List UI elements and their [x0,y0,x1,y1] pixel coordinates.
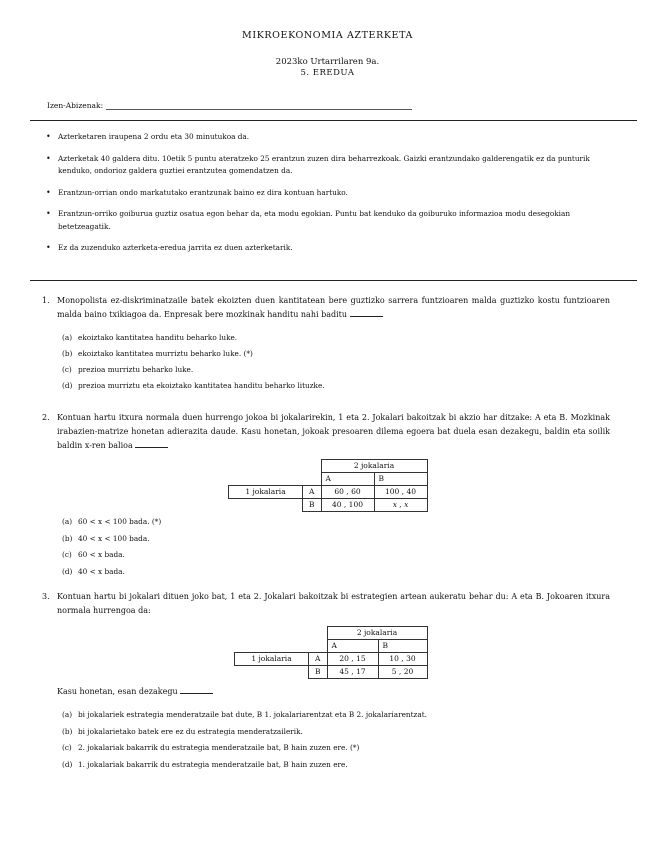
options-list [62,330,610,394]
payoff-cell: 5 , 20 [378,666,427,679]
divider-bottom [30,280,637,281]
options-list [62,707,610,773]
col-header: B [378,640,427,653]
question-text: Monopolista ez-diskriminatzaile batek ekoizten duen kantitatean bere guztizko sarrera funtzioaren malda guztizko kostu funtzioaren malda baino txikiagoa da. Enpresak bere mozkinak handitu nahi baditu [57,296,610,319]
option-b[interactable]: (b) bi jokalarietako batek ere ez du estrategia menderatzailerik. [62,726,303,736]
name-field[interactable] [47,101,412,110]
col-header: A [321,473,374,486]
answer-blank [135,439,168,448]
instructions-list [44,131,610,264]
payoff-matrix-q2 [228,459,428,512]
option-c[interactable]: (c) prezioa murriztu beharko luke. [62,365,194,374]
option-d[interactable]: (d) prezioa murriztu eta ekoiztako kantitatea handitu beharko lituzke. [62,381,325,390]
option-c[interactable]: (c) 60 < x bada. [62,550,125,559]
question-number: 2. [42,413,50,422]
instruction-item: • Erantzun-orriko goiburua guztiz osatua egon behar da, eta modu egokian. Puntu bat kenduko da goiburuko informazioa modu desegokian betetzeagatik. [44,208,610,233]
option-a[interactable]: (a) ekoiztako kantitatea handitu beharko luke. [62,333,238,342]
question-text: Kontuan hartu itxura normala duen hurrengo jokoa bi jokalarirekin, 1 eta 2. Jokalari bakoitzak bi akzio har ditzake: A eta B. Mozkinak irabazien-matrize honetan adierazita daude. Kasu honetan, jokoak presoaren dilema egoera bat duela esan dezakegu, baldin eta soilik baldin x-ren balioa [57,413,610,450]
question-3-continued [42,685,610,773]
payoff-cell: 40 , 100 [321,499,374,512]
option-d[interactable]: (d) 40 < x bada. [62,566,125,576]
question-number: 1. [42,296,50,305]
question-text: Kontuan hartu bi jokalari dituen joko bat, 1 eta 2. Jokalari bakoitzak bi estrategien artean aukeratu behar du: A eta B. Jokoaren itxura normala hurrengoa da: [57,592,610,615]
payoff-matrix-q3 [234,626,428,679]
payoff-cell: 10 , 30 [378,653,427,666]
col-header: B [374,473,427,486]
exam-date: 2023ko Urtarrilaren 9a. [275,57,380,67]
exam-model: 5. EREDUA [300,68,355,78]
option-a[interactable]: (a) 60 < x < 100 bada. (*) [62,517,162,526]
option-d[interactable]: (d) 1. jokalariak bakarrik du estrategia menderatzaile bat, B hain zuzen ere. [62,759,348,769]
row-header: B [303,499,322,512]
instruction-item: • Ez da zuzenduko azterketa-eredua jarrita ez duen azterketarik. [44,242,610,255]
row-header: A [309,653,328,666]
player1-label: 1 jokalaria [229,486,303,499]
option-c[interactable]: (c) 2. jokalariak bakarrik du estrategia menderatzaile bat, B hain zuzen ere. (*) [62,743,360,752]
question-1 [42,294,610,394]
instruction-item: • Azterketaren iraupena 2 ordu eta 30 minutukoa da. [44,131,610,144]
payoff-cell: x , x [374,499,427,512]
instruction-item: • Erantzun-orrian ondo markatutako erantzunak baino ez dira kontuan hartuko. [44,187,610,200]
payoff-cell: 60 , 60 [321,486,374,499]
row-header: A [303,486,322,499]
payoff-cell: 45 , 17 [327,666,378,679]
question-2-options [42,514,610,580]
player2-label: 2 jokalaria [321,460,427,473]
option-b[interactable]: (b) 40 < x < 100 bada. [62,533,150,543]
col-header: A [327,640,378,653]
payoff-cell: 100 , 40 [374,486,427,499]
answer-blank [180,685,213,694]
row-header: B [309,666,328,679]
divider-top [30,120,637,121]
name-label: Izen-Abizenak: [47,101,104,110]
exam-title: MIKROEKONOMIA AZTERKETA [242,30,413,41]
question-number: 3. [42,592,50,601]
question-2 [42,411,610,453]
question-after-text: Kasu honetan, esan dezakegu [57,687,178,696]
option-a[interactable]: (a) bi jokalariek estrategia menderatzaile bat dute, B 1. jokalariarentzat eta B 2. jokalariarentzat. [62,710,427,719]
question-3 [42,590,610,618]
options-list [62,514,610,580]
instruction-item: • Azterketak 40 galdera ditu. 10etik 5 puntu ateratzeko 25 erantzun zuzen dira beharrezkoak. Gaizki erantzundako galderengatik ez da punturik kenduko, ondorioz galdera guztiei erantzutea gomendatzen da. [44,153,610,178]
player2-label: 2 jokalaria [327,627,427,640]
player1-label: 1 jokalaria [235,653,309,666]
payoff-cell: 20 , 15 [327,653,378,666]
name-input-line[interactable] [106,102,412,110]
answer-blank [350,308,383,317]
option-b[interactable]: (b) ekoiztako kantitatea murriztu beharko luke. (*) [62,349,253,358]
